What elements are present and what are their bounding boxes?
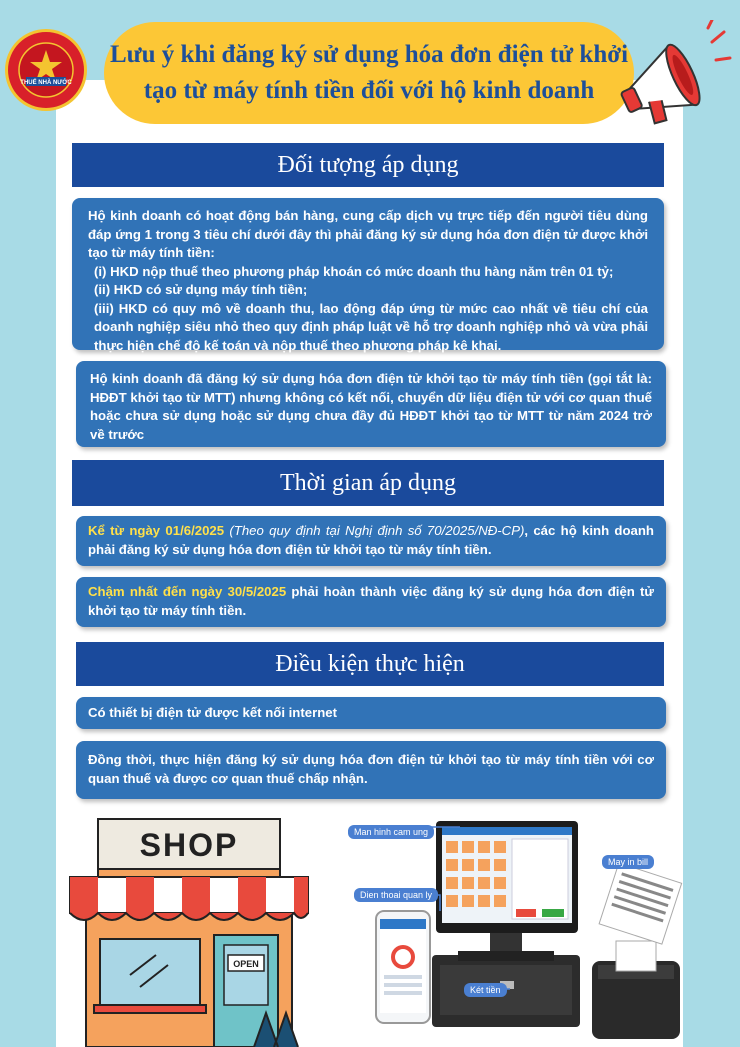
deadline-rest: phải hoàn thành việc đăng ký sử dụng hóa đơn điện tử khởi tạo từ máy tính tiền. <box>88 584 654 618</box>
section-header-thoi-gian <box>72 460 664 506</box>
info-box-internet <box>76 697 666 729</box>
tag-manager-phone: Dien thoai quan ly <box>354 888 438 902</box>
logo-text: THUẾ NHÀ NƯỚC <box>20 80 72 86</box>
title-line-1: Lưu ý khi đăng ký sử dụng hóa đơn điện tử khởi <box>109 41 629 68</box>
section-header-dieu-kien <box>76 642 664 686</box>
tag-bill-printer: May in bill <box>602 855 654 869</box>
tax-department-logo <box>4 28 88 112</box>
criteria-item-3: (iii) HKD có quy mô về doanh thu, lao động đáp ứng từ mức cao nhất về tiêu chí của doanh nghiệp siêu nhỏ theo quy định pháp luật về hỗ trợ doanh nghiệp nhỏ và vừa phải thực hiện chế độ kế toán và nộp thuế theo phương pháp kê khai. <box>94 300 648 353</box>
title-banner <box>104 22 634 124</box>
approval-text: Đồng thời, thực hiện đăng ký sử dụng hóa đơn điện tử khởi tạo từ máy tính tiền với cơ quan thuế và được cơ quan thuế chấp nhận. <box>88 752 654 786</box>
start-date-rest: , các hộ kinh doanh phải đăng ký sử dụng hóa đơn điện tử khởi tạo từ máy tính tiền. <box>88 523 654 557</box>
start-date-highlight: Kể từ ngày 01/6/2025 <box>88 523 225 538</box>
info-box-start-date <box>76 516 666 566</box>
start-date-note: (Theo quy định tại Nghị định số 70/2025/NĐ-CP) <box>224 523 525 538</box>
deadline-text <box>88 583 654 620</box>
section-header-doi-tuong <box>72 143 664 187</box>
internet-text: Có thiết bị điện tử được kết nối internet <box>88 705 338 720</box>
shop-illustration <box>64 815 314 1047</box>
registered-hkd-text: Hộ kinh doanh đã đăng ký sử dụng hóa đơn điện tử khởi tạo từ máy tính tiền (gọi tắt là: HĐĐT khởi tạo từ MTT) nhưng không có kết nối, chuyển dữ liệu điện tử với cơ quan thuế hoặc chưa sử dụng hoặc sử dụng chưa đầy đủ HĐĐT khởi tạo từ MTT từ năm 2024 trở về trước <box>90 371 652 442</box>
info-box-deadline <box>76 577 666 627</box>
open-sign-text: OPEN <box>233 959 259 969</box>
info-box-criteria <box>72 198 664 353</box>
info-box-registered-hkd <box>76 361 666 447</box>
section-title: Đối tượng áp dụng <box>277 151 459 178</box>
shop-sign-text: SHOP <box>139 827 239 863</box>
pos-system-illustration <box>340 815 685 1047</box>
tag-touch-screen: Man hinh cam ung <box>348 825 434 839</box>
megaphone-icon <box>612 20 732 140</box>
criteria-intro: Hộ kinh doanh có hoạt động bán hàng, cung cấp dịch vụ trực tiếp đến người tiêu dùng đáp ứng 1 trong 3 tiêu chí dưới đây thì phải đăng ký sử dụng hóa đơn điện tử được khởi tạo từ máy tính tiền: <box>88 208 648 260</box>
tag-cash-drawer: Két tiền <box>464 983 507 997</box>
deadline-highlight: Chậm nhất đến ngày 30/5/2025 <box>88 584 287 599</box>
section-title: Thời gian áp dụng <box>280 469 456 496</box>
criteria-item-2: (ii) HKD có sử dụng máy tính tiền; <box>94 282 308 297</box>
section-title: Điều kiện thực hiện <box>275 650 465 677</box>
title-line-2: tạo từ máy tính tiền đối với hộ kinh doanh <box>143 77 595 104</box>
info-box-approval <box>76 741 666 799</box>
criteria-item-1: (i) HKD nộp thuế theo phương pháp khoán có mức doanh thu hàng năm trên 01 tỷ; <box>94 263 614 279</box>
start-date-text <box>88 522 654 559</box>
